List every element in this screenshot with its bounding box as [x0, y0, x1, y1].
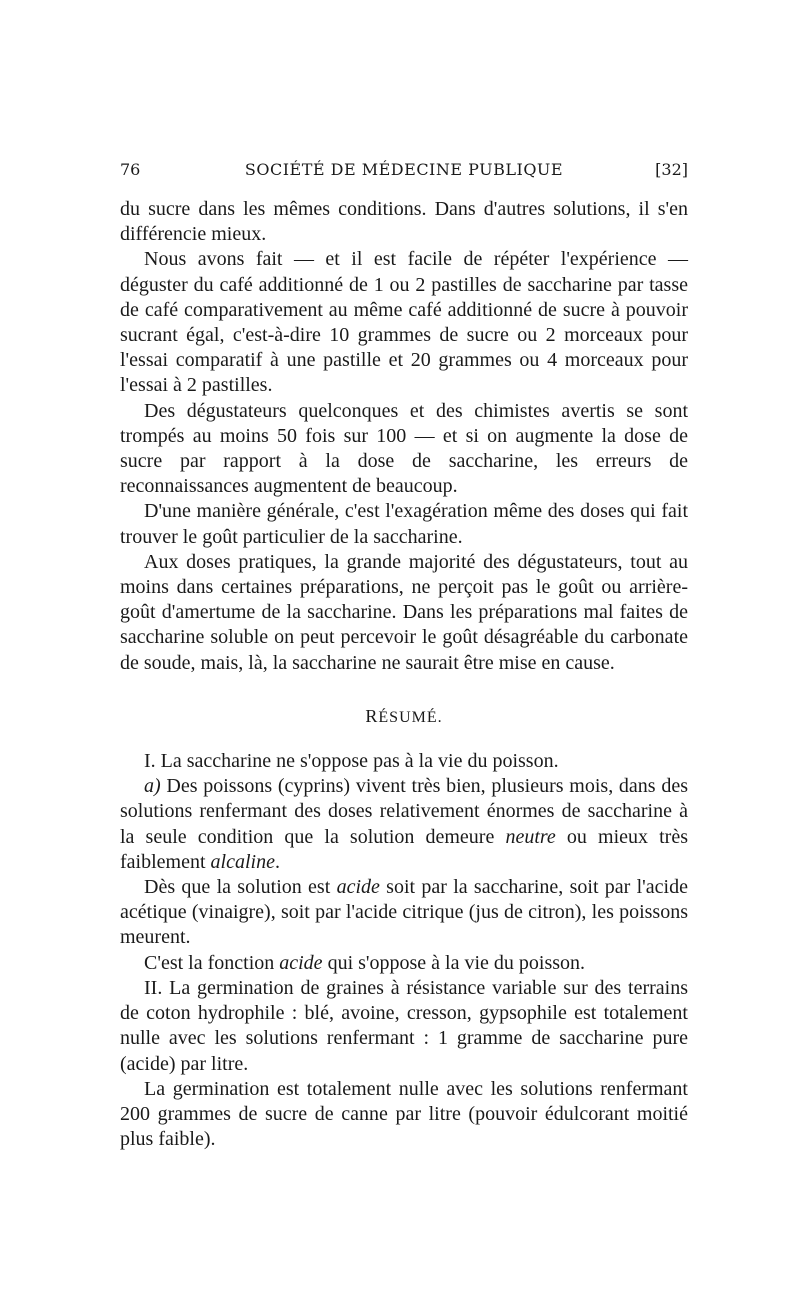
- paragraph: Nous avons fait — et il est facile de répéter l'expérience — déguster du café additionné de 1 ou 2 pastilles de saccharine par tasse de café comparativement au même café additionné de sucre à pouvoir sucrant égal, c'est-à-dire 10 grammes de sucre ou 2 morceaux pour l'essai comparatif à une pastille et 20 grammes ou 4 morceaux pour l'essai à 2 pastilles.: [120, 248, 688, 397]
- summary-paragraph: I. La saccharine ne s'oppose pas à la vie du poisson.: [144, 750, 559, 773]
- summary-paragraph: a) Des poissons (cyprins) vivent très bien, plusieurs mois, dans des solutions renfermant des doses relativement énormes de saccharine à la seule condition que la solution demeure neutre ou mieux très faiblement alcaline.: [120, 775, 689, 873]
- folio-number: [32]: [655, 160, 688, 179]
- list-label: a): [144, 775, 161, 798]
- paragraph: Des dégustateurs quelconques et des chimistes avertis se sont trompés au moins 50 fois sur 100 — et si on augmente la dose de sucre par rapport à la dose de saccharine, les erreurs de reconnaissances augmentent de beaucoup.: [120, 399, 688, 498]
- summary-paragraph: La germination est totalement nulle avec les solutions renfermant 200 grammes de sucre de canne par litre (pouvoir édulcorant moitié plus faible).: [120, 1077, 688, 1151]
- body-text: [120, 197, 688, 1152]
- paragraph: du sucre dans les mêmes conditions. Dans d'autres solutions, il s'en différencie mieux.: [120, 198, 688, 246]
- paragraph: D'une manière générale, c'est l'exagération même des doses qui fait trouver le goût particulier de la saccharine.: [120, 500, 688, 548]
- running-title: SOCIÉTÉ DE MÉDECINE PUBLIQUE: [244, 160, 564, 179]
- section-heading: RÉSUMÉ.: [365, 705, 443, 726]
- summary-paragraph: C'est la fonction acide qui s'oppose à la vie du poisson.: [144, 951, 586, 974]
- summary-paragraph: Dès que la solution est acide soit par la saccharine, soit par l'acide acétique (vinaigre), soit par l'acide citrique (jus de citron), les poissons meurent.: [120, 876, 688, 949]
- summary-paragraph: II. La germination de graines à résistance variable sur des terrains de coton hydrophile : blé, avoine, cresson, gypsophile est totalement nulle avec les solutions renfermant : 1 gramme de saccharine pure (acide) par litre.: [120, 976, 688, 1075]
- page-header: [120, 160, 688, 184]
- paragraph: Aux doses pratiques, la grande majorité des dégustateurs, tout au moins dans certaines préparations, ne perçoit pas le goût ou arrière-goût d'amertume de la saccharine. Dans les préparations mal faites de saccharine soluble on peut percevoir le goût désagréable du carbonate de soude, mais, là, la saccharine ne saurait être mise en cause.: [120, 550, 688, 674]
- page-number: 76: [120, 160, 141, 179]
